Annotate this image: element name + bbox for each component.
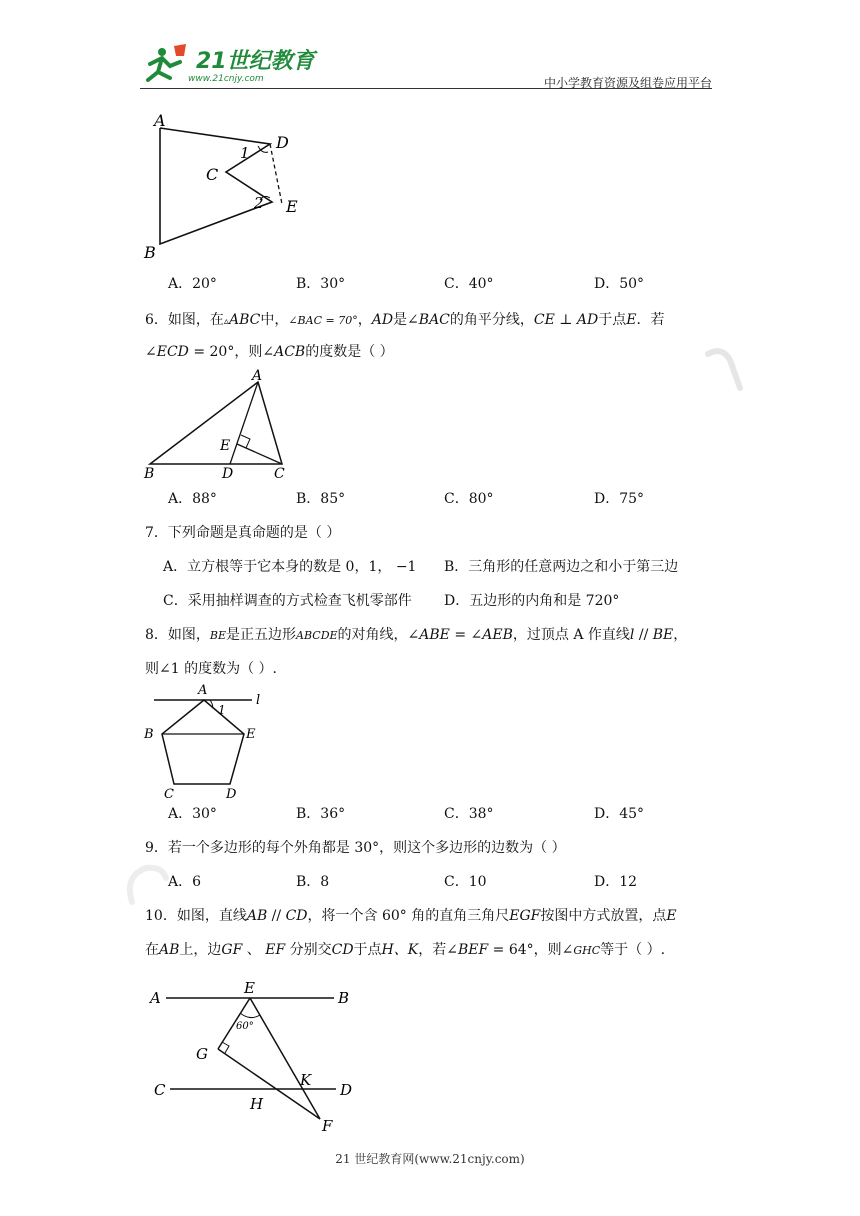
q6-option-c: C．80° bbox=[444, 491, 494, 507]
q6-ce: CE bbox=[533, 312, 555, 328]
q6-text: = 20°，则∠ bbox=[188, 344, 275, 360]
q10-text: 10．如图，直线 bbox=[145, 908, 247, 924]
q10-ab: AB bbox=[246, 908, 268, 924]
q5-figure bbox=[140, 108, 320, 272]
q10-label-d: D bbox=[340, 1081, 353, 1099]
q10-label-k: K bbox=[300, 1071, 312, 1089]
q6-e: E bbox=[626, 312, 637, 328]
q10-ef: EF bbox=[265, 942, 286, 958]
q6-text: 的度数是（ ） bbox=[305, 344, 394, 360]
q5-angle-2: 2 bbox=[254, 194, 264, 212]
q6-label-e: E bbox=[220, 438, 231, 454]
logo-text: 21世纪教育 bbox=[196, 49, 315, 74]
q8-be: BE bbox=[652, 627, 674, 643]
q10-label-a: A bbox=[150, 989, 161, 1007]
q10-text: 分别交 bbox=[285, 942, 332, 958]
q8-stem-line2: 则∠1 的度数为（ ）. bbox=[145, 661, 277, 677]
q10-angle-60: 60° bbox=[236, 1021, 254, 1032]
q5-option-d: D．50° bbox=[594, 276, 645, 292]
q6-stem-line1: 6．如图，在▵ABC中，∠BAC = 70°，AD是∠BAC的角平分线，CE ⊥ AD于点E．若 bbox=[145, 312, 665, 328]
q6-option-b: B．85° bbox=[296, 491, 346, 507]
q7-option-a: A．立方根等于它本身的数是 0，1， −1 bbox=[163, 559, 417, 575]
site-logo bbox=[140, 40, 380, 92]
q8-option-c: C．38° bbox=[444, 806, 494, 822]
q8-text: ，过顶点 A 作直线 bbox=[512, 627, 630, 643]
q10-ab: AB bbox=[159, 942, 180, 958]
q5-label-a: A bbox=[154, 111, 166, 130]
q6-perp: ⊥ bbox=[554, 312, 577, 328]
q8-text: 是正五边形 bbox=[226, 627, 297, 643]
watermark-icon bbox=[120, 856, 176, 912]
q6-stem-line2 bbox=[145, 342, 394, 362]
q6-acb: ACB bbox=[274, 344, 306, 360]
q6-angle-bac: ∠BAC = 70° bbox=[288, 314, 358, 327]
q8-label-a: A bbox=[198, 683, 208, 698]
q5-option-a: A．20° bbox=[168, 276, 217, 292]
q8-text: 8．如图， bbox=[145, 627, 210, 643]
q6-text: 中， bbox=[260, 312, 289, 328]
q10-text: 、 bbox=[242, 942, 266, 958]
logo-url: www.21cnjy.com bbox=[188, 74, 264, 84]
q6-text: 的角平分线， bbox=[449, 312, 534, 328]
q8-label-l: l bbox=[256, 693, 261, 708]
q10-label-e: E bbox=[244, 979, 255, 997]
q6-ecd: ECD bbox=[156, 344, 189, 360]
q10-ghc: GHC bbox=[573, 944, 601, 957]
header-slogan: 中小学教育资源及组卷应用平台 bbox=[543, 76, 712, 90]
q8-label-d: D bbox=[226, 787, 237, 800]
q6-text: 6．如图，在 bbox=[145, 312, 224, 328]
q10-text: 按图中方式放置，点 bbox=[540, 908, 667, 924]
page-header bbox=[140, 40, 712, 92]
q6-bac: BAC bbox=[418, 312, 450, 328]
q8-text: = ∠ bbox=[449, 627, 483, 643]
q5-option-c: C．40° bbox=[444, 276, 494, 292]
q6-text: ．若 bbox=[636, 312, 665, 328]
q5-label-b: B bbox=[144, 243, 156, 262]
q9-option-d: D．12 bbox=[594, 874, 638, 890]
q10-label-h: H bbox=[250, 1095, 264, 1113]
q5-angle-1: 1 bbox=[240, 144, 250, 162]
q8-figure bbox=[140, 682, 280, 804]
q10-label-f: F bbox=[322, 1117, 333, 1135]
q8-text: // bbox=[634, 627, 653, 643]
q8-be: BE bbox=[209, 629, 227, 642]
q8-label-b: B bbox=[144, 727, 154, 742]
q10-text: ，将一个含 60° 角的直角三角尺 bbox=[307, 908, 510, 924]
q6-text: 于点 bbox=[598, 312, 627, 328]
q10-figure bbox=[140, 975, 380, 1139]
q8-label-e: E bbox=[246, 727, 256, 742]
q8-angle-1: 1 bbox=[218, 703, 226, 717]
q7-stem: 7．下列命题是真命题的是（ ） bbox=[145, 525, 341, 541]
q6-option-d: D．75° bbox=[594, 491, 645, 507]
q10-bef: BEF bbox=[457, 942, 489, 958]
q6-option-a: A．88° bbox=[168, 491, 217, 507]
q10-e: E bbox=[666, 908, 677, 924]
q10-text: // bbox=[267, 908, 286, 924]
q6-figure bbox=[140, 366, 310, 488]
q6-text: ∠ bbox=[145, 344, 157, 360]
q8-option-a: A．30° bbox=[168, 806, 217, 822]
q9-option-c: C．10 bbox=[444, 874, 487, 890]
page-footer: 21 世纪教育网(www.21cnjy.com) bbox=[335, 1152, 525, 1166]
q5-label-e: E bbox=[286, 197, 298, 216]
q7-option-d: D．五边形的内角和是 720° bbox=[444, 593, 620, 609]
header-divider bbox=[140, 88, 712, 89]
q10-text: = 64°，则∠ bbox=[488, 942, 574, 958]
q10-text: 等于（ ）. bbox=[600, 942, 666, 958]
q6-text: ， bbox=[357, 312, 372, 328]
q5-label-d: D bbox=[276, 133, 289, 152]
q10-hk: H、K bbox=[381, 942, 419, 958]
q5-label-c: C bbox=[206, 165, 219, 184]
q6-ad: AD bbox=[576, 312, 599, 328]
q10-stem-line2 bbox=[145, 940, 665, 961]
q5-option-b: B．30° bbox=[296, 276, 346, 292]
q8-stem-line1 bbox=[145, 625, 687, 646]
q10-text: 于点 bbox=[353, 942, 382, 958]
q9-stem: 9．若一个多边形的每个外角都是 30°，则这个多边形的边数为（ ） bbox=[145, 840, 566, 856]
q6-label-a: A bbox=[252, 368, 263, 384]
q10-stem-line1 bbox=[145, 906, 677, 926]
q8-l: l bbox=[629, 627, 635, 643]
q6-text: 是∠ bbox=[393, 312, 419, 328]
q10-text: 上，边 bbox=[179, 942, 222, 958]
q8-option-b: B．36° bbox=[296, 806, 346, 822]
q10-cd: CD bbox=[331, 942, 354, 958]
q10-label-g: G bbox=[196, 1045, 208, 1063]
q8-aeb: AEB bbox=[482, 627, 513, 643]
q7-option-b: B．三角形的任意两边之和小于第三边 bbox=[444, 559, 679, 575]
q6-label-b: B bbox=[144, 466, 155, 482]
q8-option-d: D．45° bbox=[594, 806, 645, 822]
q9-option-a: A．6 bbox=[168, 874, 202, 890]
q8-text: ， bbox=[673, 627, 688, 643]
watermark-icon bbox=[704, 342, 748, 398]
q6-ad: AD bbox=[371, 312, 394, 328]
q6-label-d: D bbox=[222, 466, 234, 482]
q9-option-b: B．8 bbox=[296, 874, 330, 890]
q6-label-c: C bbox=[274, 466, 285, 482]
q10-cd: CD bbox=[285, 908, 308, 924]
q8-abcde: ABCDE bbox=[296, 629, 338, 642]
q10-label-c: C bbox=[154, 1081, 166, 1099]
q10-egf: EGF bbox=[509, 908, 541, 924]
q8-text: 的对角线，∠ bbox=[337, 627, 420, 643]
q10-text: 在 bbox=[145, 942, 159, 958]
q10-label-b: B bbox=[338, 989, 350, 1007]
q8-label-c: C bbox=[164, 787, 174, 800]
q7-option-c: C．采用抽样调查的方式检查飞机零部件 bbox=[163, 593, 412, 609]
q10-gf: GF bbox=[221, 942, 243, 958]
q8-abe: ABE bbox=[419, 627, 450, 643]
q6-triangle: ABC bbox=[228, 312, 261, 328]
q10-text: ，若∠ bbox=[418, 942, 458, 958]
